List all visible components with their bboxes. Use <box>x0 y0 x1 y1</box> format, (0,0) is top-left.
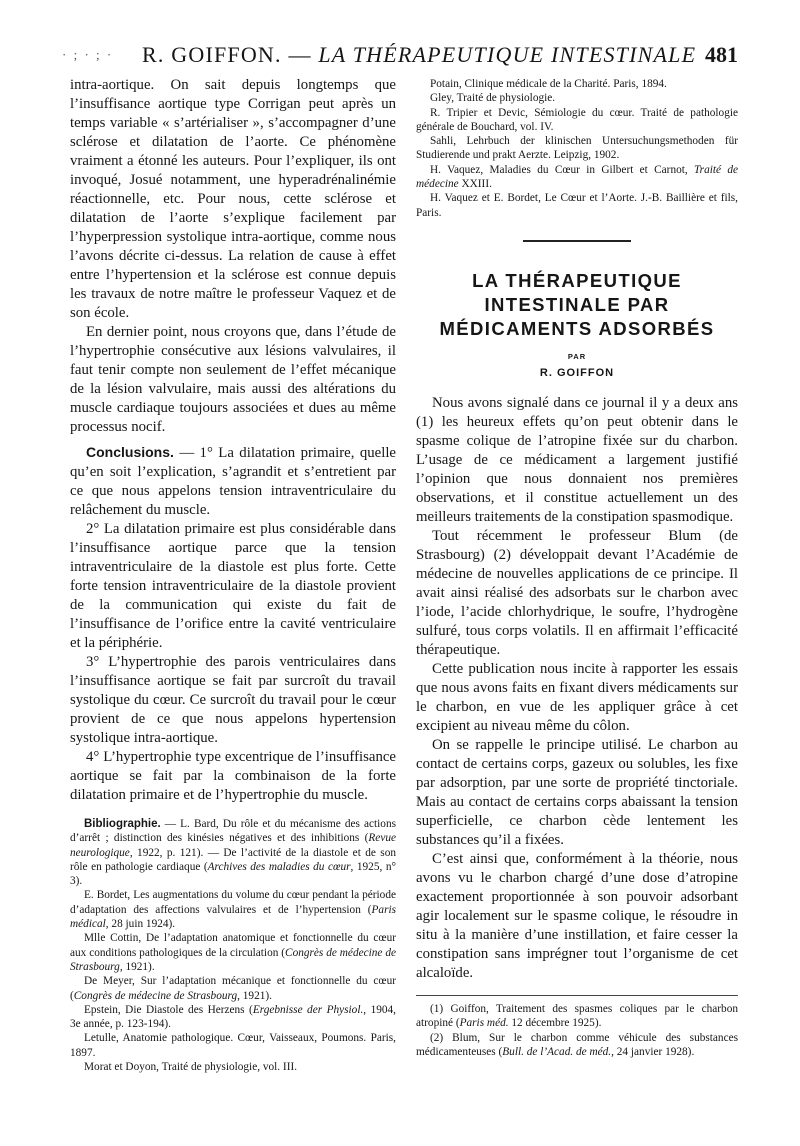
bib-entry: H. Vaquez et E. Bordet, Le Cœur et l’Aorte. J.-B. Baillière et fils, Paris. <box>416 192 738 219</box>
bib-source: Paris médical <box>70 903 396 931</box>
paragraph: intra-aortique. On sait depuis longtemps que l’insuffisance aortique type Corrigan peut après un temps variable « s’artérialiser », s’accompagner d’une sclérose et dilatation de l’aorte. Ce phénomène vraiment a étonné les auteurs. Pour l’expliquer, ils ont invoqué, Josué notamment, une hyperadrénalinémie réactionnelle, etc. Pour nous, cette sclérose et dilatation de l’aorte s’explique facilement par l’hyperpression systolique intra-aortique, comme nous l’avons décrite ci-dessus. La relation de cause à effet entre l’hypertension et la sclérose est connue depuis les travaux de notre maître le professeur Vaquez et de son école. <box>70 77 396 321</box>
footnote-text: (1) Goiffon, Traitement des spasmes coliques par le charbon atropiné ( <box>416 1002 738 1030</box>
section-divider <box>523 240 631 242</box>
footnote <box>416 1002 738 1031</box>
bibliography <box>70 817 396 1074</box>
conclusion-item: 3° L’hypertrophie des parois ventriculaires dans l’insuffisance aortique se fait par surcroît du travail systolique du cœur. Ce surcroît du travail pour le cœur provient de ce que nous appelons hypertension systolique intra-aortique. <box>70 654 396 746</box>
bibliography-continued <box>416 77 738 220</box>
bib-text: , 1925, n° 3). <box>70 860 396 888</box>
conclusions-heading <box>70 443 396 520</box>
bib-entry: Gley, Traité de physiologie. <box>430 92 556 105</box>
footnote-source: Paris méd. <box>459 1017 509 1030</box>
bib-source: Ergebnisse der Physiol. <box>252 1003 364 1016</box>
footnote-source: Bull. de l’Acad. de méd. <box>502 1045 612 1058</box>
footnote-text: 12 décembre 1925). <box>508 1017 602 1030</box>
footnote-text: (2) Blum, Sur le charbon comme véhicule des substances médicamenteuses ( <box>416 1031 738 1058</box>
bib-entry: R. Tripier et Devic, Sémiologie du cœur. Traité de pathologie générale de Bouchard, vol. IV. <box>416 106 738 133</box>
margin-marks: · ; · ; · <box>62 47 114 62</box>
paragraph: C’est ainsi que, conformément à la théorie, nous avons vu le charbon chargé d’une dose d’atropine exactement proportionnée à son pouvoir adsorbant agir localement sur le spasme colique, le résoudre in situ à la manière d’une instillation, et faire cesser la constipation sans imprégner tout l’organisme de cet alcaloïde. <box>416 850 738 981</box>
running-title <box>142 42 696 68</box>
bib-text: , 1922, p. 121). — De l’activité de la diastole et de son rôle en pathologie cardiaque ( <box>70 846 396 873</box>
left-column <box>70 76 396 1074</box>
bib-entry: Morat et Doyon, Traité de physiologie, vol. III. <box>84 1061 298 1074</box>
bib-source: Congrès de médecine de Strasbourg <box>73 989 238 1002</box>
conclusion-item: 4° L’hypertrophie type excentrique de l’insuffisance aortique se fait par la combinaison de la forte dilatation primaire et de l’hypertrophie du muscle. <box>70 749 396 803</box>
paragraph: On se rappelle le principe utilisé. Le charbon au contact de certains corps, gazeux ou solubles, les fixe par adsorption, par une sorte de propriété tinctoriale. Mais au contact de certains corps abaissant la tension superficielle, ce charbon cède lentement les substances qu’il a fixées. <box>416 736 738 848</box>
paragraph: Tout récemment le professeur Blum (de Strasbourg) (2) développait devant l’Académie de médecine de nouvelles applications de ce principe. Il avait ainsi réalisé des adsorbats sur le charbon avec l’iode, l’acide chlorhydrique, le soufre, l’hydrogène sulfuré, tous corps volatils. Il en affirmait l’efficacité thérapeutique. <box>416 527 738 658</box>
bib-text: Epstein, Die Diastole des Herzens ( <box>84 1003 253 1016</box>
conclusion-item: 2° La dilatation primaire est plus considérable dans l’insuffisance aortique parce que la tension intraventriculaire de la diastole est plus forte. Cette forte tension intraventriculaire de la diastole provient de la communication qui existe du fait de l’insuffisance de l’orifice entre la cavité ventriculaire et la périphérie. <box>70 521 396 651</box>
bib-text: Mlle Cottin, De l’adaptation anatomique et fonctionnelle du cœur aux conditions pathologiques de la circulation ( <box>70 932 396 959</box>
header-author: R. GOIFFON. <box>142 42 282 67</box>
bib-entry <box>70 974 396 1003</box>
article-title <box>416 269 738 341</box>
bib-text: , 1904, 3e année, p. 123-194). <box>70 1003 396 1031</box>
bib-source: Congrès de médecine de Strasbourg <box>70 946 396 973</box>
byline-par: PAR <box>567 351 587 361</box>
bib-text: XXIII. <box>458 178 492 191</box>
running-header <box>62 42 738 68</box>
title-line: LA THÉRAPEUTIQUE <box>472 269 682 291</box>
bib-text: , 1921). <box>119 960 155 973</box>
article-author: R. GOIFFON <box>539 366 615 379</box>
bib-source: Revue neurologique <box>70 832 396 859</box>
article-body <box>416 394 738 983</box>
bib-text: , 1921). <box>237 989 272 1002</box>
title-line: MÉDICAMENTS ADSORBÉS <box>439 317 715 339</box>
bib-text: H. Vaquez, Maladies du Cœur in Gilbert et Carnot, <box>430 163 695 176</box>
title-line: INTESTINALE PAR <box>484 293 670 315</box>
bib-entry <box>70 817 396 888</box>
bibliography-label: Bibliographie. <box>84 818 161 830</box>
bib-text: E. Bordet, Les augmentations du volume du cœur pendant la période d’adaptation des affections valvulaires et de l’hypertension ( <box>70 889 396 916</box>
page-number: 481 <box>705 42 738 67</box>
footnote-text: , 24 janvier 1928). <box>611 1045 695 1058</box>
footnote <box>416 1031 738 1060</box>
bib-entry <box>70 888 396 931</box>
paragraph: Nous avons signalé dans ce journal il y a deux ans (1) les heureux effets qu’on peut obtenir dans le spasme colique de l’atropine fixée sur du charbon. L’usage de ce médicament a largement justifié l’opinion que nous donnaient nos premières observations, et il constitue actuellement un des meilleurs traitements de la constipation spasmodique. <box>416 394 738 525</box>
conclusion-item: 1° La dilatation primaire, quelle qu’en soit l’explication, s’agrandit et s’entretient par ce que nous appelons tension intraventriculaire du relâchement du muscle. <box>70 445 396 518</box>
paragraph: Cette publication nous incite à rapporter les essais que nous avons faits en fixant divers médicaments sur le charbon, en vue de les appliquer grâce à cet excipient au niveau même du côlon. <box>416 660 738 734</box>
footnotes <box>416 1002 738 1059</box>
bib-entry: Sahli, Lehrbuch der klinischen Untersuchungsmethoden für Studierende und prakt Aerzte. Leipzig, 1902. <box>416 135 738 162</box>
bib-entry <box>70 1003 396 1032</box>
header-title: LA THÉRAPEUTIQUE INTESTINALE <box>318 42 697 67</box>
bib-entry: Potain, Clinique médicale de la Charité. Paris, 1894. <box>430 78 667 90</box>
header-dash: — <box>288 42 312 67</box>
conclusions-dash: — <box>179 445 195 461</box>
bib-source: Archives des maladies du cœur <box>207 860 351 873</box>
conclusions-label: Conclusions. <box>86 444 174 460</box>
bib-text: — L. Bard, Du rôle et du mécanisme des actions d’arrêt ; distinction des kinésies négatives et des inhibitions ( <box>70 818 397 845</box>
bib-text: De Meyer, Sur l’adaptation mécanique et fonctionnelle du cœur ( <box>70 975 396 1002</box>
bib-entry <box>70 931 396 974</box>
footnote-divider <box>416 995 738 996</box>
bib-entry <box>416 163 738 192</box>
bib-entry: Letulle, Anatomie pathologique. Cœur, Vaisseaux, Poumons. Paris, 1897. <box>70 1032 396 1059</box>
paragraph: En dernier point, nous croyons que, dans l’étude de l’hypertrophie consécutive aux lésions valvulaires, il faut tenir compte non seulement de l’effet mécanique de la lésion valvulaire, mais aussi des altérations du muscle cardiaque toujours associées et dues au même processus nocif. <box>70 324 396 435</box>
right-column <box>416 77 738 1059</box>
bib-source: Traité de médecine <box>416 163 738 191</box>
bib-text: , 28 juin 1924). <box>105 918 176 931</box>
